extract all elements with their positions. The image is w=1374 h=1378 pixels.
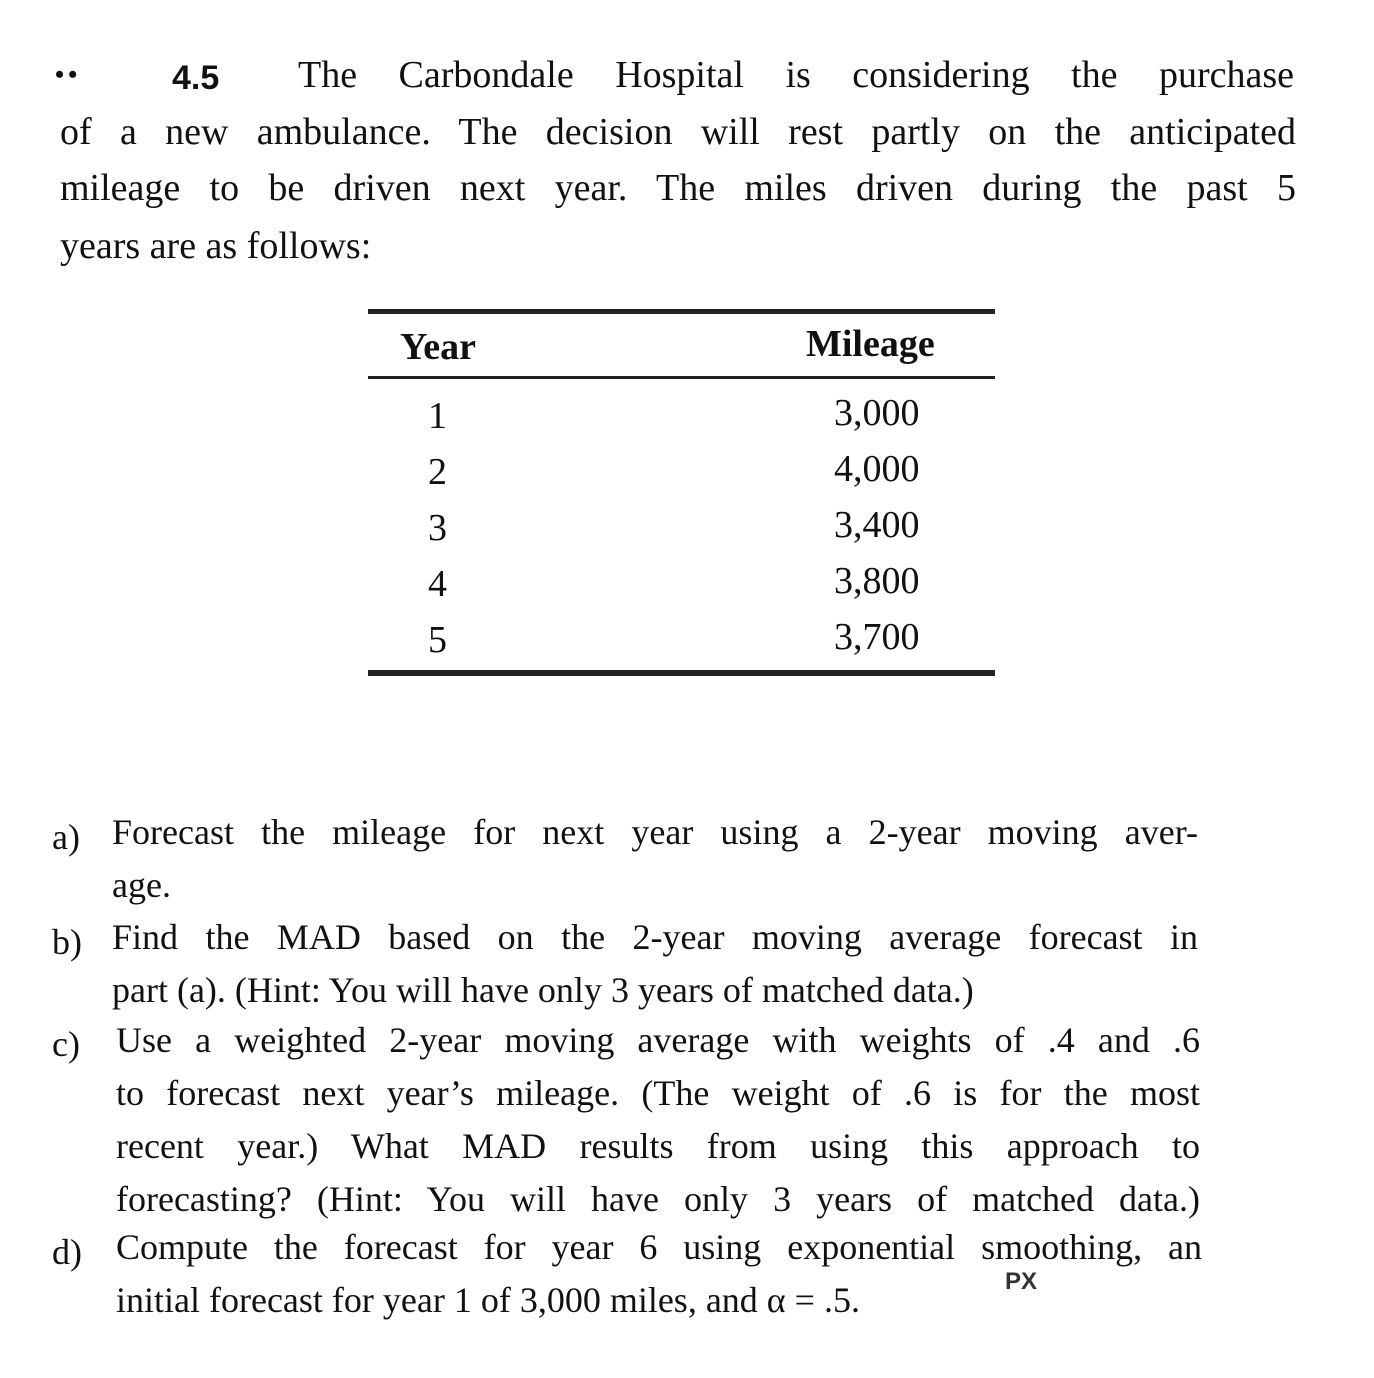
intro-line: The Carbondale Hospital is considering the purchase — [298, 54, 1294, 96]
mileage-cell: 3,700 — [834, 616, 920, 658]
software-px-icon: PX — [1005, 1268, 1038, 1295]
table-top-rule — [368, 309, 995, 314]
part-line: age. — [112, 865, 171, 905]
part-line: to forecast next year’s mileage. (The weight of .6 is for the most — [116, 1073, 1200, 1113]
header-year: Year — [400, 326, 476, 368]
year-cell: 1 — [428, 395, 447, 437]
part-label: d) — [52, 1232, 82, 1272]
mileage-cell: 3,000 — [834, 392, 920, 434]
part-line: forecasting? (Hint: You will have only 3 years of matched data.) — [116, 1179, 1200, 1219]
part-label: b) — [52, 922, 82, 962]
mileage-cell: 3,400 — [834, 504, 920, 546]
intro-line: of a new ambulance. The decision will rest partly on the anticipated — [60, 111, 1296, 153]
difficulty-marker: •• — [55, 60, 82, 89]
year-cell: 5 — [428, 619, 447, 661]
part-line: Use a weighted 2-year moving average with weights of .4 and .6 — [116, 1020, 1200, 1060]
part-line: Find the MAD based on the 2-year moving average forecast in — [112, 917, 1198, 957]
part-line: part (a). (Hint: You will have only 3 years of matched data.) — [112, 970, 974, 1010]
mileage-cell: 3,800 — [834, 560, 920, 602]
year-cell: 2 — [428, 451, 447, 493]
problem-number: 4.5 — [172, 59, 220, 97]
year-cell: 4 — [428, 563, 447, 605]
intro-line: mileage to be driven next year. The miles driven during the past 5 — [60, 167, 1296, 209]
intro-line: years are as follows: — [60, 225, 372, 267]
part-line: initial forecast for year 1 of 3,000 miles, and α = .5. — [116, 1280, 860, 1320]
header-mileage: Mileage — [806, 323, 935, 365]
part-label: a) — [52, 817, 80, 857]
table-bottom-rule — [368, 670, 995, 676]
part-line: recent year.) What MAD results from using this approach to — [116, 1126, 1200, 1166]
mileage-cell: 4,000 — [834, 448, 920, 490]
part-line: Compute the forecast for year 6 using exponential smoothing, an — [116, 1227, 1202, 1267]
year-cell: 3 — [428, 507, 447, 549]
table-header-rule — [368, 376, 995, 379]
part-label: c) — [52, 1024, 80, 1064]
part-line: Forecast the mileage for next year using a 2-year moving aver- — [112, 812, 1198, 852]
